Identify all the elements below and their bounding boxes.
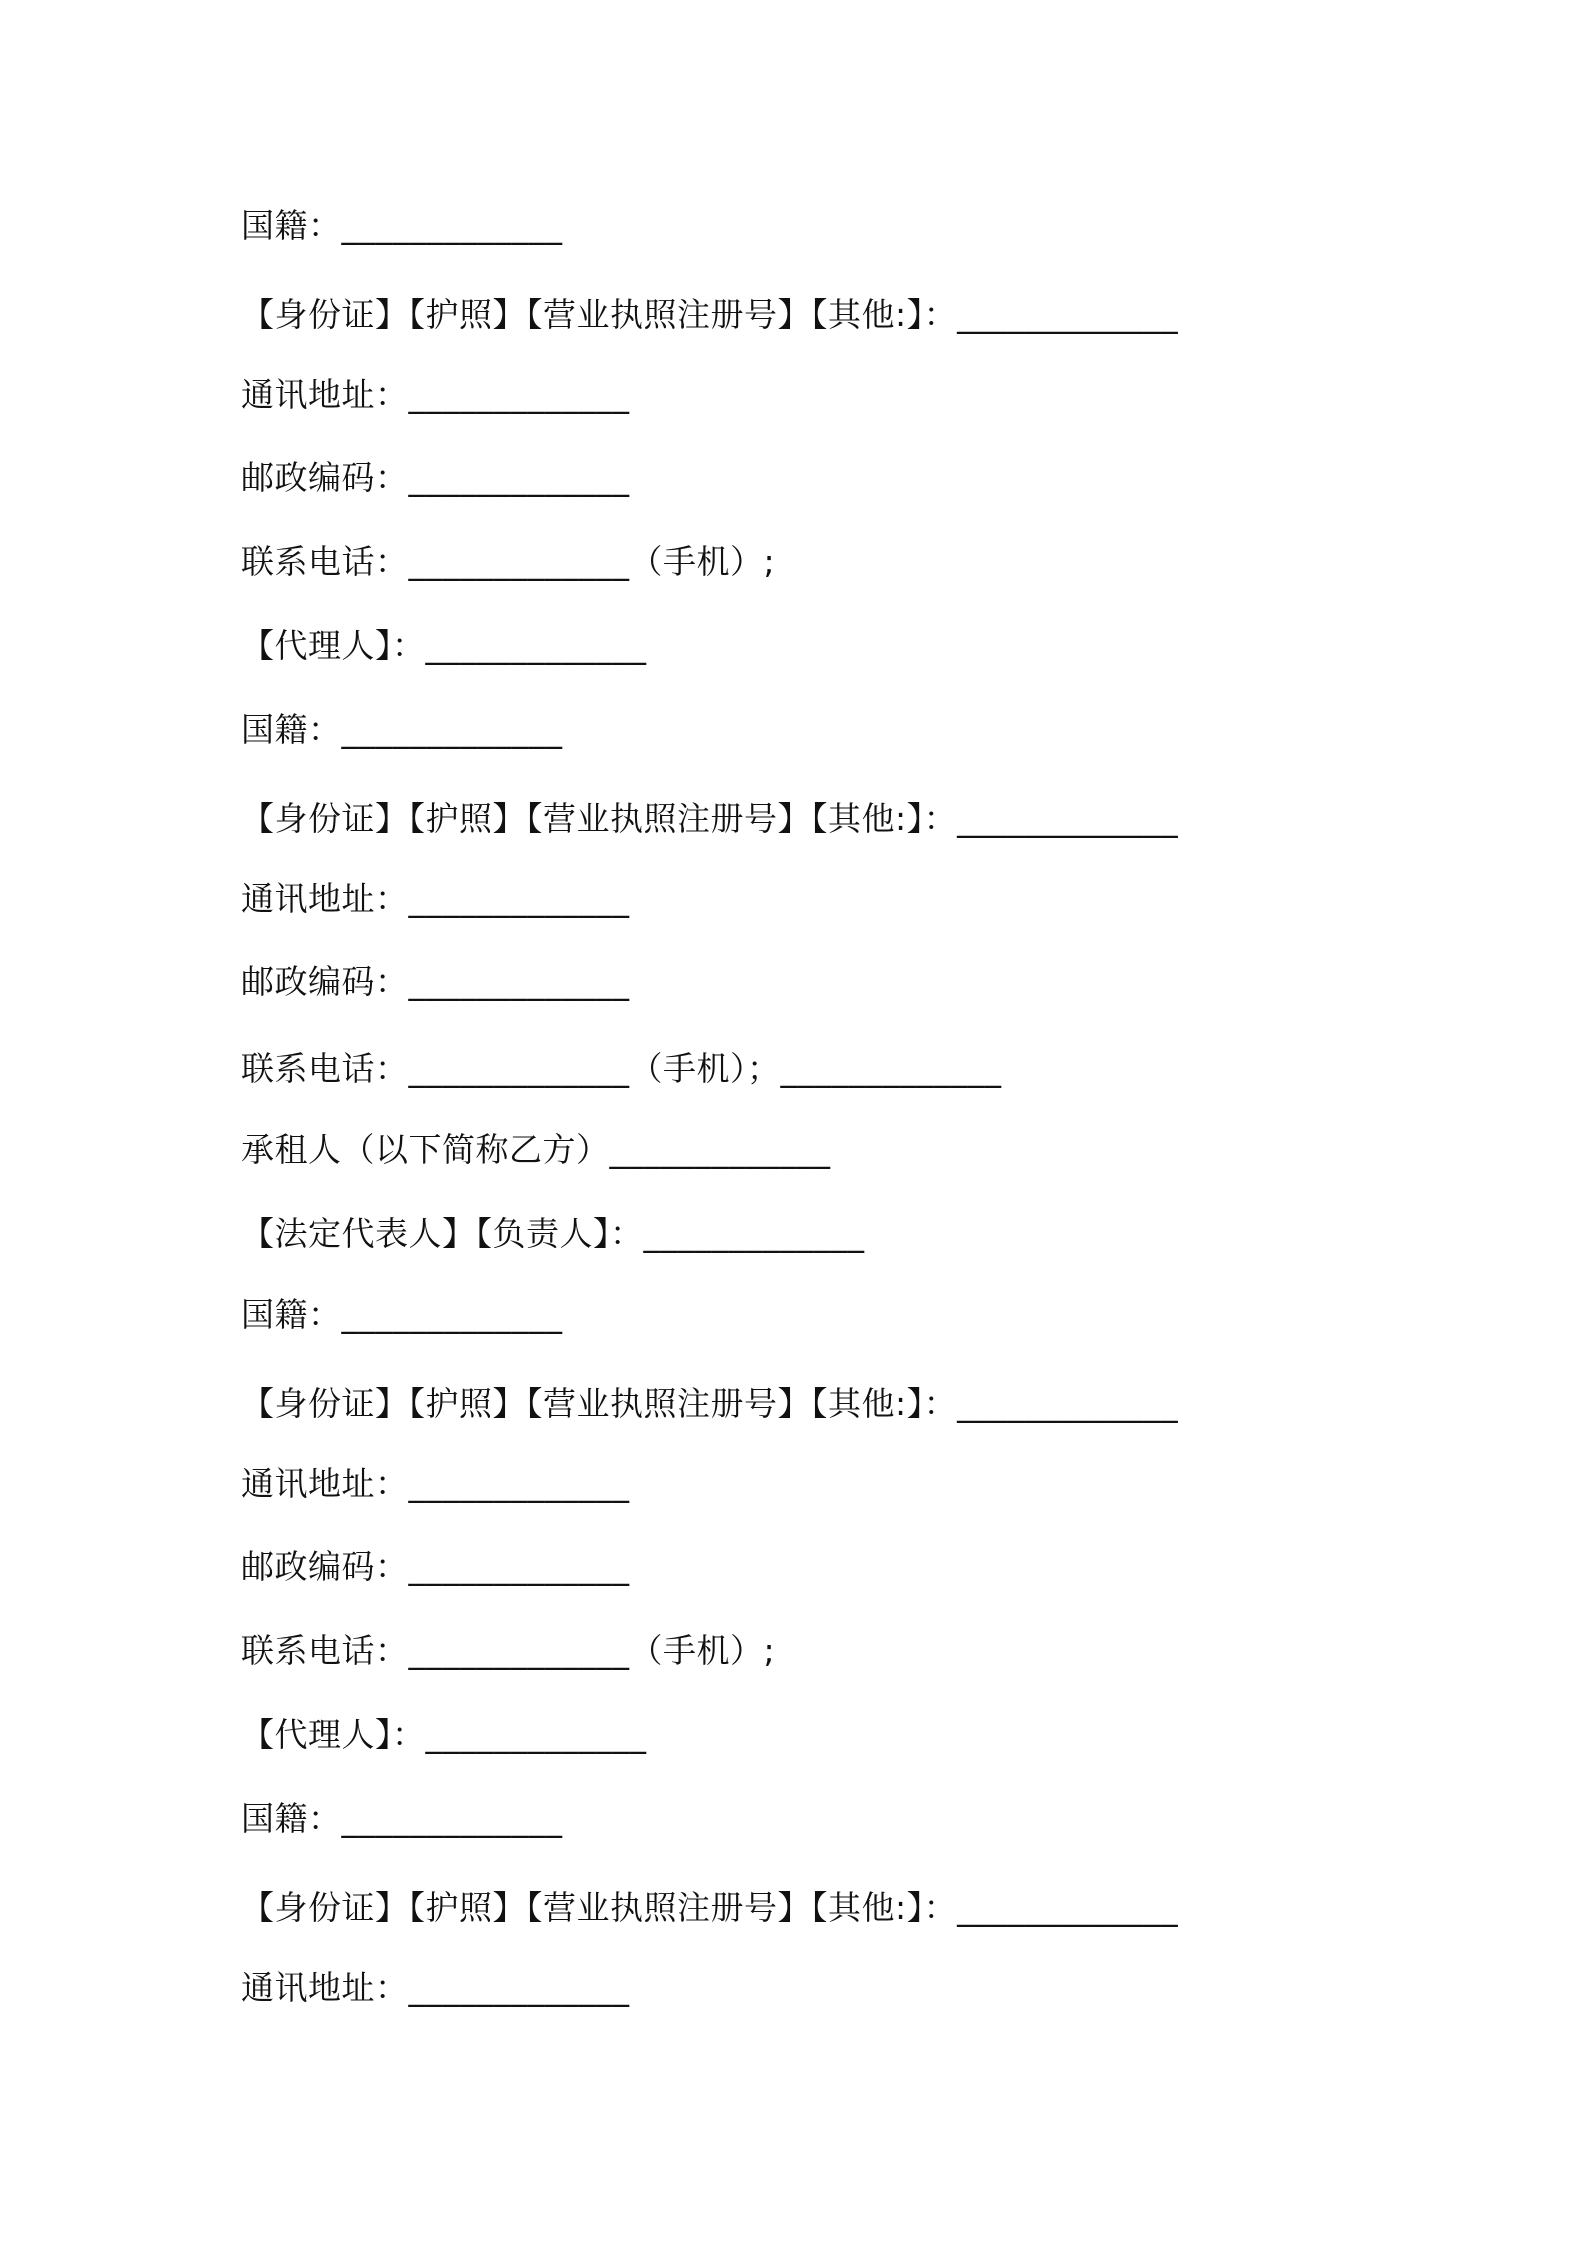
nationality-line: 国籍：_____________ — [241, 206, 563, 245]
nationality-line: 国籍：_____________ — [241, 710, 563, 749]
postal-code-line: 邮政编码：_____________ — [241, 458, 630, 497]
nationality-line: 国籍：_____________ — [241, 1295, 563, 1334]
agent-line: 【代理人】：_____________ — [241, 1715, 647, 1754]
phone-line: 联系电话：_____________（手机）; — [241, 1631, 776, 1670]
id-document-line: 【身份证】【护照】【营业执照注册号】【其他:】：_____________ — [241, 1888, 1179, 1927]
lessee-line: 承租人（以下简称乙方）_____________ — [241, 1130, 831, 1169]
postal-code-line: 邮政编码：_____________ — [241, 1547, 630, 1586]
phone-line: 联系电话：_____________（手机）; — [241, 542, 776, 581]
mailing-address-line: 通讯地址：_____________ — [241, 1464, 630, 1503]
mailing-address-line: 通讯地址：_____________ — [241, 879, 630, 918]
id-document-line: 【身份证】【护照】【营业执照注册号】【其他:】：_____________ — [241, 799, 1179, 838]
agent-line: 【代理人】：_____________ — [241, 626, 647, 665]
postal-code-line: 邮政编码：_____________ — [241, 962, 630, 1001]
mailing-address-line: 通讯地址：_____________ — [241, 1968, 630, 2007]
id-document-line: 【身份证】【护照】【营业执照注册号】【其他:】：_____________ — [241, 295, 1179, 334]
legal-representative-line: 【法定代表人】【负责人】：_____________ — [241, 1214, 865, 1253]
mailing-address-line: 通讯地址：_____________ — [241, 375, 630, 414]
phone-line: 联系电话：_____________（手机）；_____________ — [241, 1049, 1002, 1088]
id-document-line: 【身份证】【护照】【营业执照注册号】【其他:】：_____________ — [241, 1384, 1179, 1423]
nationality-line: 国籍：_____________ — [241, 1799, 563, 1838]
